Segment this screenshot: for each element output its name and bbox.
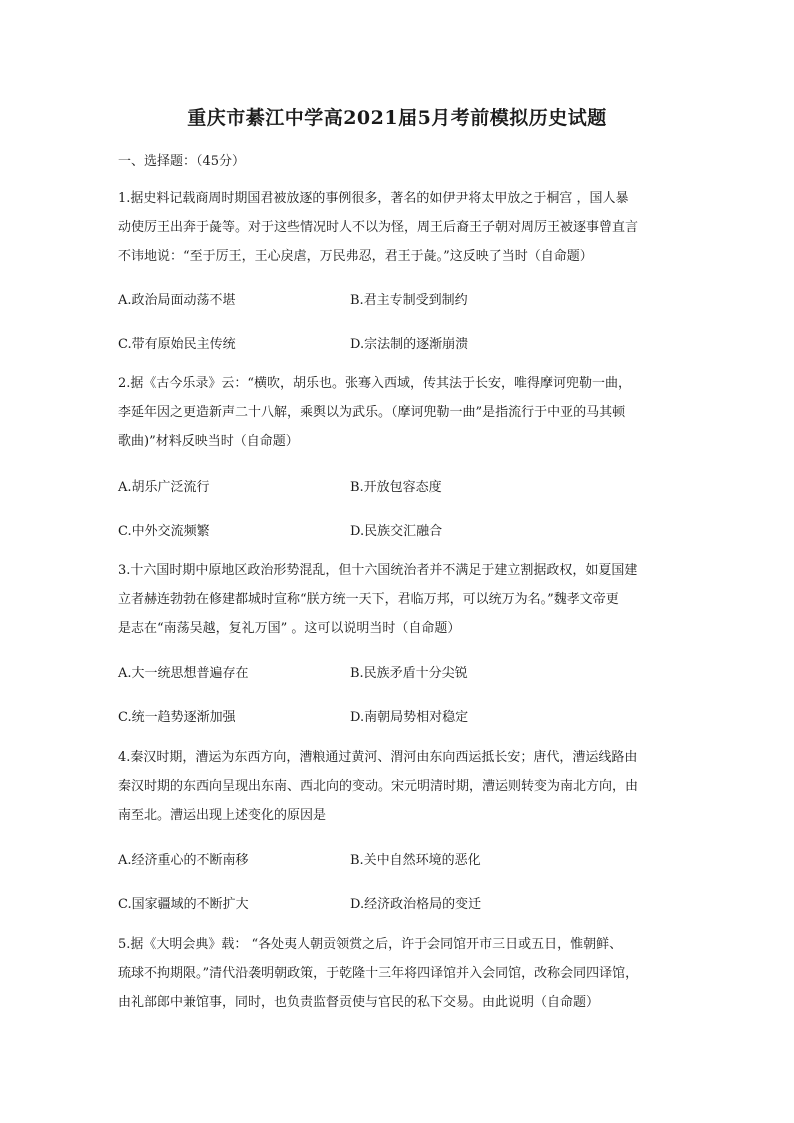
question-5	[118, 930, 683, 1017]
section-heading: 一、选择题：（45分）	[118, 154, 246, 169]
question-text-line: 动使厉王出奔于彘等。对于这些情况时人不以为怪，周王后裔王子朝对周厉王被逐事曾直言	[118, 220, 639, 235]
exam-title: 重庆市綦江中学高2021届5月考前模拟历史试题	[187, 107, 607, 129]
option-b: B.开放包容态度	[350, 480, 442, 495]
option-d: D.经济政治格局的变迁	[350, 897, 482, 912]
option-row	[118, 333, 678, 353]
question-text-line: 秦汉时期的东西向呈现出东南、西北向的变动。宋元明清时期，漕运则转变为南北方向，由	[118, 779, 639, 794]
question-1	[118, 184, 683, 271]
question-4	[118, 743, 683, 830]
option-row	[118, 662, 678, 682]
question-text-line: 5.据《大明会典》载： “各处夷人朝贡领赏之后，许于会同馆开市三日或五日，惟朝鲜、	[118, 937, 623, 952]
question-text-line: 南至北。漕运出现上述变化的原因是	[118, 808, 327, 823]
question-text-line: 琉球不拘期限。”清代沿袭明朝政策，于乾隆十三年将四译馆并入会同馆，改称会同四译馆，	[118, 966, 639, 981]
option-a: A.政治局面动荡不堪	[118, 293, 236, 308]
question-text-line: 由礼部郎中兼馆事，同时，也负责监督贡使与官民的私下交易。由此说明（自命题）	[118, 995, 600, 1010]
option-a: A.大一统思想普遍存在	[118, 666, 249, 681]
question-text-line: 3.十六国时期中原地区政治形势混乱，但十六国统治者并不满足于建立割据政权，如夏国建	[118, 563, 638, 578]
question-text-line: 歌曲)”材料反映当时（自命题）	[118, 434, 299, 449]
option-row	[118, 289, 678, 309]
option-row	[118, 849, 678, 869]
question-text-line: 4.秦汉时期，漕运为东西方向，漕粮通过黄河、渭河由东向西运抵长安；唐代，漕运线路由	[118, 750, 638, 765]
option-d: D.南朝局势相对稳定	[350, 710, 469, 725]
question-text-line: 不讳地说：“至于厉王，王心戾虐，万民弗忍，君王于彘。”这反映了当时（自命题）	[118, 249, 593, 264]
question-text-line: 立者赫连勃勃在修建都城时宣称“朕方统一天下，君临万邦，可以统万为名。”魏孝文帝更	[118, 592, 619, 607]
option-row	[118, 520, 678, 540]
option-row	[118, 893, 678, 913]
option-b: B.君主专制受到制约	[350, 293, 468, 308]
question-2	[118, 369, 683, 456]
option-b: B.关中自然环境的恶化	[350, 853, 481, 868]
question-text-line: 2.据《古今乐录》云：“横吹，胡乐也。张骞入西域，传其法于长安，唯得摩诃兜勒一曲，	[118, 376, 632, 391]
option-c: C.统一趋势逐渐加强	[118, 710, 236, 725]
option-a: A.胡乐广泛流行	[118, 480, 210, 495]
option-c: C.国家疆域的不断扩大	[118, 897, 249, 912]
question-text-line: 是志在“南荡吴越，复礼万国” 。这可以说明当时（自命题）	[118, 621, 461, 636]
option-c: C.带有原始民主传统	[118, 337, 236, 352]
question-text-line: 1.据史料记载商周时期国君被放逐的事例很多，著名的如伊尹将太甲放之于桐宫 ，国人暴	[118, 191, 629, 206]
option-d: D.民族交汇融合	[350, 524, 443, 539]
option-row	[118, 476, 678, 496]
question-3	[118, 556, 683, 643]
option-d: D.宗法制的逐渐崩溃	[350, 337, 469, 352]
option-a: A.经济重心的不断南移	[118, 853, 249, 868]
option-row	[118, 706, 678, 726]
option-c: C.中外交流频繁	[118, 524, 210, 539]
option-b: B.民族矛盾十分尖锐	[350, 666, 468, 681]
question-text-line: 李延年因之更造新声二十八解，乘舆以为武乐。（摩诃兜勒一曲”是指流行于中亚的马其顿	[118, 405, 626, 420]
